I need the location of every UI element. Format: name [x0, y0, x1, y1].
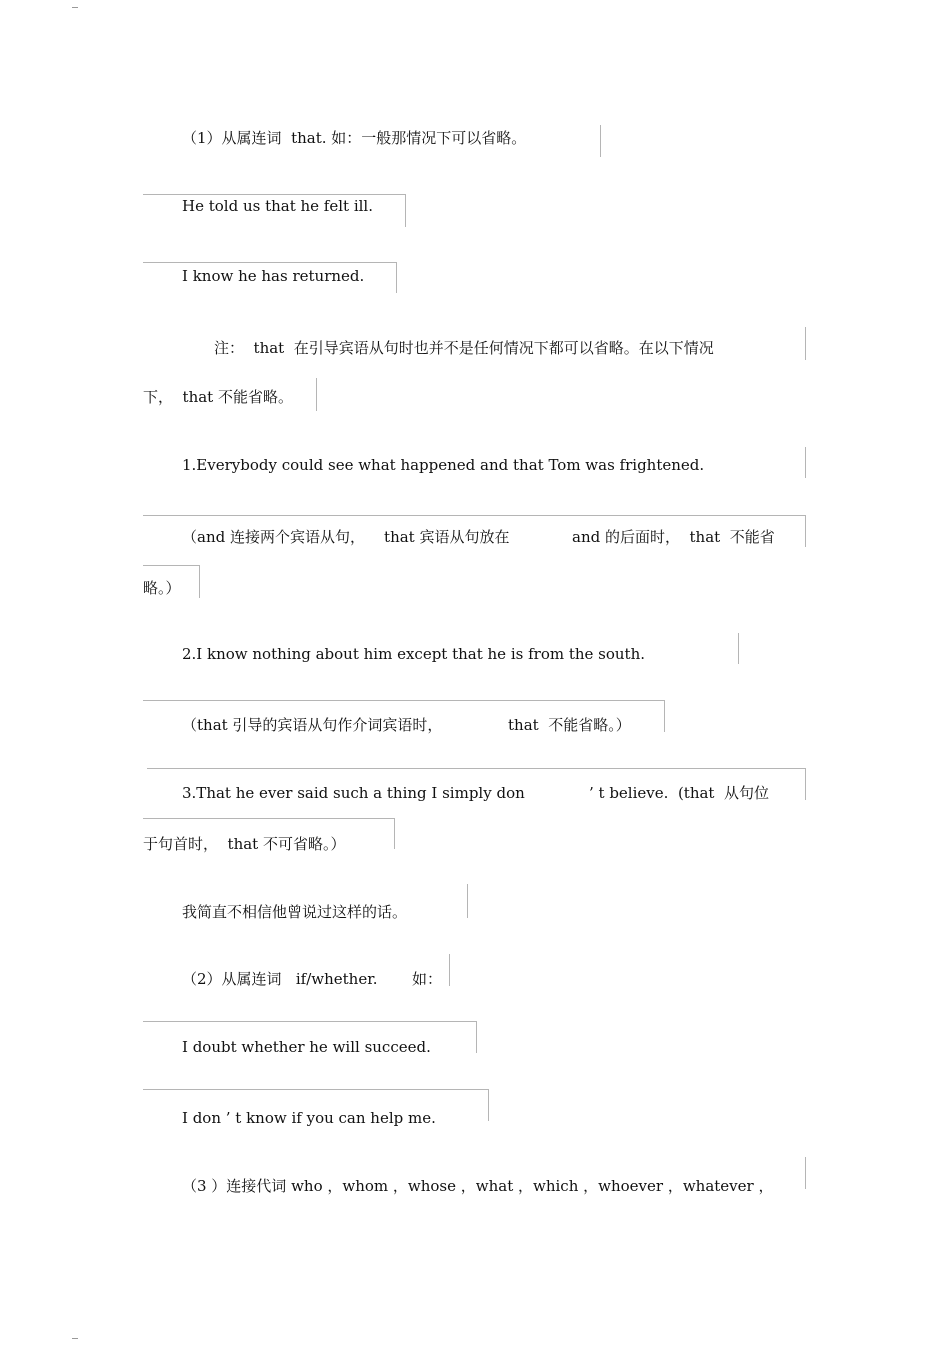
line-8: 略。）: [143, 579, 181, 597]
line-13: 我简直不相信他曾说过这样的话。: [182, 903, 408, 921]
rule-v: [805, 327, 806, 360]
rule-h: [143, 194, 405, 195]
rule-h: [147, 768, 805, 769]
rule-v: [738, 633, 739, 664]
line-3: I know he has returned.: [182, 267, 365, 285]
rule-v: [805, 447, 806, 478]
rule-h: [143, 262, 396, 263]
line-9: 2.I know nothing about him except that he is from the south.: [182, 645, 646, 663]
line-16: I don ’ t know if you can help me.: [182, 1109, 436, 1127]
line-1: （1）从属连词 that. 如：一般那情况下可以省略。: [182, 129, 527, 147]
line-11b: ’ t believe. (that 从句位: [589, 784, 769, 802]
rule-v: [394, 818, 395, 849]
rule-v: [664, 700, 665, 732]
rule-v: [405, 194, 406, 227]
rule-v: [805, 768, 806, 800]
rule-h: [143, 818, 394, 819]
rule-v: [805, 1157, 806, 1189]
line-7b: and 的后面时， that 不能省: [572, 528, 775, 546]
line-11a: 3.That he ever said such a thing I simply don: [182, 784, 525, 802]
rule-v: [449, 954, 450, 986]
rule-v: [199, 565, 200, 598]
line-5: 下， that 不能省略。: [143, 388, 293, 406]
rule-v: [396, 262, 397, 293]
rule-h: [143, 700, 664, 701]
rule-v: [488, 1089, 489, 1121]
rule-h: [143, 515, 805, 516]
line-2: He told us that he felt ill.: [182, 197, 373, 215]
line-10a: （that 引导的宾语从句作介词宾语时，: [182, 716, 443, 734]
line-12: 于句首时， that 不可省略。）: [143, 835, 346, 853]
rule-v: [467, 884, 468, 918]
corner-mark-top: [72, 7, 78, 8]
rule-v: [805, 515, 806, 547]
line-14a: （2）从属连词 if/whether.: [182, 970, 378, 988]
line-7a: （and 连接两个宾语从句， that 宾语从句放在: [182, 528, 510, 546]
corner-mark-bottom: [72, 1338, 78, 1339]
line-10b: that 不能省略。）: [508, 716, 631, 734]
rule-v: [600, 125, 601, 157]
rule-v: [316, 378, 317, 411]
rule-h: [143, 1089, 488, 1090]
line-4: 注： that 在引导宾语从句时也并不是任何情况下都可以省略。在以下情况: [214, 339, 714, 357]
line-15: I doubt whether he will succeed.: [182, 1038, 431, 1056]
line-14b: 如：: [412, 970, 443, 988]
rule-h: [143, 1021, 476, 1022]
line-6: 1.Everybody could see what happened and that Tom was frightened.: [182, 456, 705, 474]
rule-h: [143, 565, 199, 566]
rule-v: [476, 1021, 477, 1053]
line-17: （3 ）连接代词 who ，whom ，whose ，what ，which ，whoever ，whatever ，: [182, 1177, 774, 1195]
